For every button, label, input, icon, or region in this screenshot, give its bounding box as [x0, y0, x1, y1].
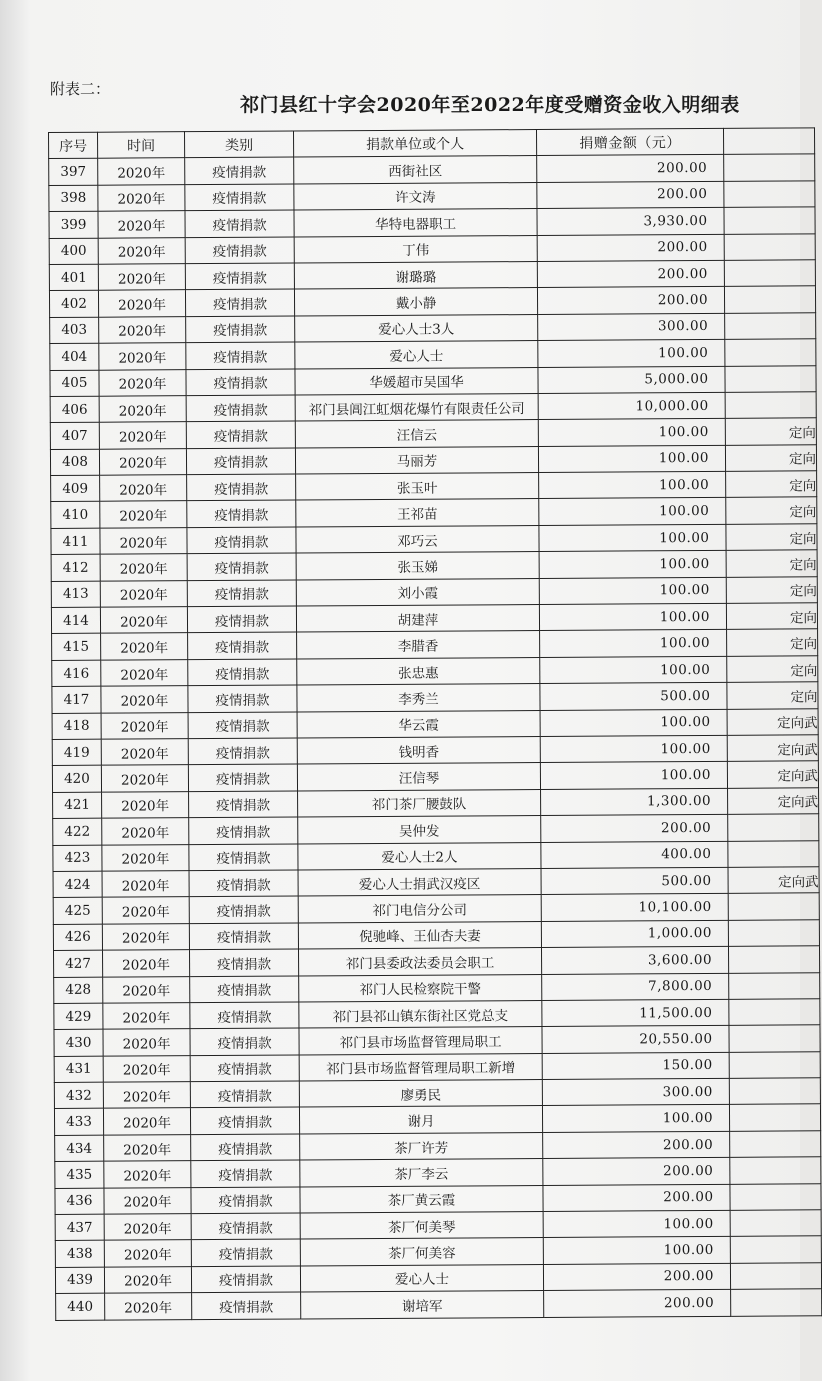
cell-category: 疫情捐款: [187, 500, 296, 527]
cell-remark: [730, 1236, 821, 1263]
cell-serial: 419: [52, 739, 101, 766]
cell-serial: 424: [53, 871, 102, 898]
cell-category: 疫情捐款: [188, 764, 297, 791]
cell-amount: 500.00: [540, 683, 727, 711]
cell-serial: 417: [52, 686, 101, 713]
cell-category: 疫情捐款: [185, 289, 294, 316]
cell-donor: 西街社区: [294, 156, 537, 184]
cell-donor: 爱心人士3人: [295, 314, 538, 342]
cell-time: 2020年: [98, 264, 185, 291]
cell-time: 2020年: [104, 1240, 191, 1267]
cell-remark: [728, 920, 819, 947]
cell-time: 2020年: [98, 158, 185, 185]
cell-time: 2020年: [103, 976, 190, 1003]
cell-category: 疫情捐款: [186, 448, 295, 475]
cell-category: 疫情捐款: [189, 817, 298, 844]
cell-time: 2020年: [99, 316, 186, 343]
cell-donor: 华云霞: [297, 710, 540, 738]
cell-category: 疫情捐款: [187, 553, 296, 580]
cell-serial: 410: [51, 502, 100, 529]
cell-remark: [730, 1183, 821, 1210]
cell-amount: 150.00: [542, 1052, 729, 1080]
cell-serial: 416: [52, 660, 101, 687]
cell-time: 2020年: [104, 1161, 191, 1188]
cell-amount: 100.00: [540, 709, 727, 737]
cell-remark: [728, 893, 819, 920]
cell-donor: 祁门县阊江虹烟花爆竹有限责任公司: [295, 393, 538, 421]
cell-donor: 邓巧云: [296, 525, 539, 553]
header-serial: 序号: [49, 132, 98, 159]
cell-remark: 定向: [726, 576, 817, 603]
cell-time: 2020年: [103, 1003, 190, 1030]
cell-amount: 100.00: [538, 419, 725, 447]
cell-donor: 华特电器职工: [294, 209, 537, 237]
header-amount: 捐赠金额（元）: [536, 128, 723, 156]
cell-remark: [729, 1078, 820, 1105]
cell-donor: 汪信琴: [297, 763, 540, 791]
cell-amount: 200.00: [543, 1184, 730, 1212]
cell-serial: 434: [55, 1135, 104, 1162]
cell-amount: 100.00: [539, 498, 726, 526]
cell-time: 2020年: [98, 237, 185, 264]
cell-category: 疫情捐款: [187, 606, 296, 633]
cell-serial: 420: [52, 766, 101, 793]
header-time: 时间: [98, 132, 185, 159]
cell-amount: 100.00: [538, 445, 725, 473]
cell-serial: 426: [53, 924, 102, 951]
cell-donor: 戴小静: [294, 288, 537, 316]
cell-donor: 谢培军: [301, 1291, 544, 1319]
cell-amount: 200.00: [537, 155, 724, 183]
cell-remark: [725, 313, 816, 340]
cell-category: 疫情捐款: [191, 1266, 300, 1293]
cell-amount: 100.00: [539, 551, 726, 579]
cell-remark: [731, 1289, 822, 1316]
cell-category: 疫情捐款: [185, 210, 294, 237]
cell-serial: 435: [55, 1161, 104, 1188]
cell-time: 2020年: [103, 1029, 190, 1056]
cell-category: 疫情捐款: [186, 395, 295, 422]
cell-time: 2020年: [100, 501, 187, 528]
cell-donor: 吴仲发: [298, 816, 541, 844]
cell-serial: 400: [49, 238, 98, 265]
cell-donor: 祁门电信分公司: [298, 895, 541, 923]
cell-remark: 定向: [726, 497, 817, 524]
cell-serial: 423: [53, 845, 102, 872]
cell-time: 2020年: [102, 923, 189, 950]
cell-category: 疫情捐款: [190, 975, 299, 1002]
cell-category: 疫情捐款: [191, 1134, 300, 1161]
cell-category: 疫情捐款: [187, 580, 296, 607]
cell-serial: 409: [51, 475, 100, 502]
cell-category: 疫情捐款: [190, 1028, 299, 1055]
cell-amount: 200.00: [537, 287, 724, 315]
cell-time: 2020年: [104, 1134, 191, 1161]
cell-category: 疫情捐款: [189, 870, 298, 897]
cell-time: 2020年: [98, 184, 185, 211]
cell-amount: 100.00: [539, 524, 726, 552]
cell-serial: 431: [54, 1056, 103, 1083]
cell-remark: 定向: [727, 682, 818, 709]
header-category: 类别: [185, 131, 294, 158]
cell-remark: 定向: [726, 524, 817, 551]
cell-time: 2020年: [100, 475, 187, 502]
cell-serial: 414: [51, 607, 100, 634]
cell-serial: 407: [50, 422, 99, 449]
header-donor: 捐款单位或个人: [293, 130, 536, 158]
cell-amount: 200.00: [541, 815, 728, 843]
cell-remark: 定向: [727, 656, 818, 683]
cell-serial: 440: [56, 1293, 105, 1320]
cell-time: 2020年: [101, 686, 188, 713]
cell-remark: [724, 233, 815, 260]
cell-amount: 5,000.00: [538, 366, 725, 394]
cell-category: 疫情捐款: [188, 632, 297, 659]
cell-remark: [729, 972, 820, 999]
cell-amount: 3,600.00: [541, 946, 728, 974]
cell-donor: 李腊香: [297, 631, 540, 659]
cell-time: 2020年: [102, 818, 189, 845]
cell-serial: 439: [55, 1267, 104, 1294]
cell-remark: 定向武: [727, 708, 818, 735]
cell-donor: 茶厂黄云霞: [300, 1185, 543, 1213]
cell-time: 2020年: [102, 950, 189, 977]
cell-amount: 10,100.00: [541, 894, 728, 922]
cell-time: 2020年: [100, 607, 187, 634]
cell-amount: 300.00: [542, 1078, 729, 1106]
cell-remark: [730, 1131, 821, 1158]
cell-donor: 张忠惠: [297, 657, 540, 685]
cell-serial: 405: [50, 370, 99, 397]
cell-donor: 倪驰峰、王仙杏夫妻: [298, 921, 541, 949]
cell-donor: 爱心人士: [295, 341, 538, 369]
cell-time: 2020年: [104, 1187, 191, 1214]
cell-donor: 茶厂李云: [300, 1159, 543, 1187]
cell-donor: 李秀兰: [297, 684, 540, 712]
cell-time: 2020年: [99, 396, 186, 423]
cell-serial: 437: [55, 1214, 104, 1241]
cell-serial: 418: [52, 713, 101, 740]
cell-remark: 定向: [726, 603, 817, 630]
cell-donor: 华媛超市吴国华: [295, 367, 538, 395]
cell-time: 2020年: [100, 580, 187, 607]
cell-donor: 张玉娣: [296, 552, 539, 580]
cell-amount: 200.00: [543, 1263, 730, 1291]
cell-amount: 100.00: [540, 735, 727, 763]
cell-donor: 祁门人民检察院干警: [299, 974, 542, 1002]
cell-category: 疫情捐款: [188, 685, 297, 712]
cell-remark: [724, 181, 815, 208]
cell-serial: 397: [49, 159, 98, 186]
cell-time: 2020年: [99, 343, 186, 370]
cell-category: 疫情捐款: [191, 1187, 300, 1214]
cell-serial: 398: [49, 185, 98, 212]
cell-time: 2020年: [99, 422, 186, 449]
cell-time: 2020年: [100, 528, 187, 555]
attachment-label: 附表二：: [50, 80, 111, 98]
cell-category: 疫情捐款: [190, 1081, 299, 1108]
cell-amount: 100.00: [539, 577, 726, 605]
cell-donor: 祁门县市场监督管理局职工: [299, 1027, 542, 1055]
cell-remark: [730, 1157, 821, 1184]
cell-remark: 定向武: [727, 761, 818, 788]
cell-category: 疫情捐款: [191, 1213, 300, 1240]
cell-serial: 399: [49, 211, 98, 238]
cell-amount: 100.00: [538, 339, 725, 367]
cell-remark: [725, 339, 816, 366]
cell-time: 2020年: [104, 1214, 191, 1241]
cell-time: 2020年: [100, 554, 187, 581]
cell-amount: 200.00: [544, 1290, 731, 1318]
cell-category: 疫情捐款: [189, 791, 298, 818]
cell-amount: 100.00: [540, 630, 727, 658]
cell-amount: 300.00: [538, 313, 725, 341]
cell-time: 2020年: [102, 897, 189, 924]
cell-donor: 张玉叶: [296, 473, 539, 501]
cell-serial: 403: [50, 317, 99, 344]
cell-amount: 500.00: [541, 867, 728, 895]
cell-amount: 10,000.00: [538, 392, 725, 420]
cell-serial: 427: [54, 950, 103, 977]
cell-category: 疫情捐款: [186, 316, 295, 343]
cell-donor: 汪信云: [295, 420, 538, 448]
cell-donor: 爱心人士: [300, 1264, 543, 1292]
cell-remark: [729, 1051, 820, 1078]
cell-serial: 428: [54, 977, 103, 1004]
cell-category: 疫情捐款: [190, 1055, 299, 1082]
cell-category: 疫情捐款: [186, 342, 295, 369]
cell-serial: 430: [54, 1029, 103, 1056]
cell-category: 疫情捐款: [188, 712, 297, 739]
cell-remark: [728, 814, 819, 841]
cell-donor: 钱明香: [297, 736, 540, 764]
cell-amount: 1,300.00: [541, 788, 728, 816]
cell-amount: 1,000.00: [541, 920, 728, 948]
cell-donor: 胡建萍: [296, 605, 539, 633]
cell-donor: 许文涛: [294, 182, 537, 210]
cell-donor: 爱心人士捐武汉疫区: [298, 868, 541, 896]
header-remark: [723, 128, 814, 155]
cell-serial: 404: [50, 343, 99, 370]
cell-amount: 400.00: [541, 841, 728, 869]
cell-time: 2020年: [101, 765, 188, 792]
cell-donor: 谢璐璐: [294, 261, 537, 289]
document-title: 祁门县红十字会2020年至2022年度受赠资金收入明细表: [240, 94, 740, 116]
cell-category: 疫情捐款: [190, 1002, 299, 1029]
cell-serial: 402: [49, 291, 98, 318]
cell-remark: 定向武: [727, 735, 818, 762]
cell-category: 疫情捐款: [188, 659, 297, 686]
cell-donor: 廖勇民: [299, 1080, 542, 1108]
cell-category: 疫情捐款: [189, 949, 298, 976]
cell-remark: [730, 1210, 821, 1237]
cell-donor: 马丽芳: [295, 446, 538, 474]
cell-serial: 401: [49, 264, 98, 291]
cell-remark: 定向武: [728, 788, 819, 815]
cell-amount: 11,500.00: [542, 999, 729, 1027]
cell-amount: 100.00: [540, 656, 727, 684]
cell-serial: 408: [50, 449, 99, 476]
cell-category: 疫情捐款: [191, 1160, 300, 1187]
cell-amount: 100.00: [539, 471, 726, 499]
cell-amount: 7,800.00: [542, 973, 729, 1001]
cell-amount: 100.00: [540, 762, 727, 790]
cell-amount: 100.00: [543, 1210, 730, 1238]
cell-category: 疫情捐款: [185, 157, 294, 184]
cell-amount: 200.00: [537, 234, 724, 262]
cell-serial: 406: [50, 396, 99, 423]
cell-serial: 432: [54, 1082, 103, 1109]
cell-time: 2020年: [103, 1108, 190, 1135]
cell-category: 疫情捐款: [185, 237, 294, 264]
cell-category: 疫情捐款: [190, 1107, 299, 1134]
cell-remark: [729, 1104, 820, 1131]
cell-serial: 438: [55, 1241, 104, 1268]
cell-time: 2020年: [99, 448, 186, 475]
cell-serial: 425: [53, 898, 102, 925]
cell-category: 疫情捐款: [191, 1239, 300, 1266]
cell-category: 疫情捐款: [192, 1292, 301, 1319]
cell-donor: 谢月: [299, 1106, 542, 1134]
cell-amount: 3,930.00: [537, 208, 724, 236]
table-row: [56, 1289, 822, 1320]
cell-remark: [728, 840, 819, 867]
cell-remark: 定向: [725, 418, 816, 445]
cell-serial: 429: [54, 1003, 103, 1030]
cell-serial: 422: [53, 818, 102, 845]
cell-time: 2020年: [102, 844, 189, 871]
cell-time: 2020年: [103, 1055, 190, 1082]
cell-category: 疫情捐款: [186, 421, 295, 448]
cell-remark: [724, 154, 815, 181]
cell-remark: [729, 1025, 820, 1052]
cell-category: 疫情捐款: [189, 896, 298, 923]
cell-remark: [725, 365, 816, 392]
donation-table: [48, 127, 822, 1320]
cell-amount: 100.00: [542, 1105, 729, 1133]
cell-category: 疫情捐款: [185, 263, 294, 290]
cell-time: 2020年: [105, 1293, 192, 1320]
cell-category: 疫情捐款: [187, 527, 296, 554]
cell-category: 疫情捐款: [188, 738, 297, 765]
cell-time: 2020年: [98, 211, 185, 238]
cell-category: 疫情捐款: [189, 923, 298, 950]
cell-serial: 415: [52, 634, 101, 661]
cell-time: 2020年: [98, 290, 185, 317]
cell-time: 2020年: [102, 791, 189, 818]
cell-time: 2020年: [99, 369, 186, 396]
cell-amount: 100.00: [539, 603, 726, 631]
cell-remark: 定向武: [728, 867, 819, 894]
cell-remark: 定向: [726, 471, 817, 498]
cell-remark: [728, 946, 819, 973]
cell-category: 疫情捐款: [187, 474, 296, 501]
cell-amount: 200.00: [543, 1158, 730, 1186]
cell-donor: 祁门县市场监督管理局职工新增: [299, 1053, 542, 1081]
cell-donor: 茶厂何美容: [300, 1238, 543, 1266]
cell-amount: 200.00: [537, 260, 724, 288]
cell-serial: 421: [53, 792, 102, 819]
cell-remark: [725, 392, 816, 419]
cell-category: 疫情捐款: [186, 369, 295, 396]
cell-time: 2020年: [102, 871, 189, 898]
cell-time: 2020年: [101, 712, 188, 739]
cell-category: 疫情捐款: [189, 844, 298, 871]
cell-remark: [730, 1263, 821, 1290]
cell-donor: 刘小霞: [296, 578, 539, 606]
cell-remark: [724, 286, 815, 313]
cell-donor: 茶厂何美琴: [300, 1212, 543, 1240]
cell-remark: [724, 260, 815, 287]
cell-serial: 433: [54, 1109, 103, 1136]
cell-amount: 200.00: [537, 181, 724, 209]
cell-amount: 100.00: [543, 1237, 730, 1265]
cell-amount: 20,550.00: [542, 1026, 729, 1054]
cell-serial: 413: [51, 581, 100, 608]
cell-remark: [724, 207, 815, 234]
cell-remark: [729, 999, 820, 1026]
cell-donor: 祁门茶厂腰鼓队: [298, 789, 541, 817]
table-body: [49, 154, 822, 1320]
cell-time: 2020年: [101, 739, 188, 766]
cell-donor: 王祁苗: [296, 499, 539, 527]
cell-donor: 丁伟: [294, 235, 537, 263]
cell-donor: 茶厂许芳: [300, 1132, 543, 1160]
cell-serial: 412: [51, 554, 100, 581]
cell-serial: 436: [55, 1188, 104, 1215]
cell-remark: 定向: [726, 550, 817, 577]
cell-remark: 定向: [727, 629, 818, 656]
cell-time: 2020年: [101, 659, 188, 686]
cell-time: 2020年: [104, 1266, 191, 1293]
cell-amount: 200.00: [543, 1131, 730, 1159]
cell-donor: 祁门县委政法委员会职工: [298, 948, 541, 976]
cell-time: 2020年: [103, 1082, 190, 1109]
cell-donor: 祁门县祁山镇东街社区党总支: [299, 1000, 542, 1028]
cell-category: 疫情捐款: [185, 184, 294, 211]
cell-donor: 爱心人士2人: [298, 842, 541, 870]
cell-serial: 411: [51, 528, 100, 555]
cell-remark: 定向: [725, 444, 816, 471]
cell-time: 2020年: [101, 633, 188, 660]
